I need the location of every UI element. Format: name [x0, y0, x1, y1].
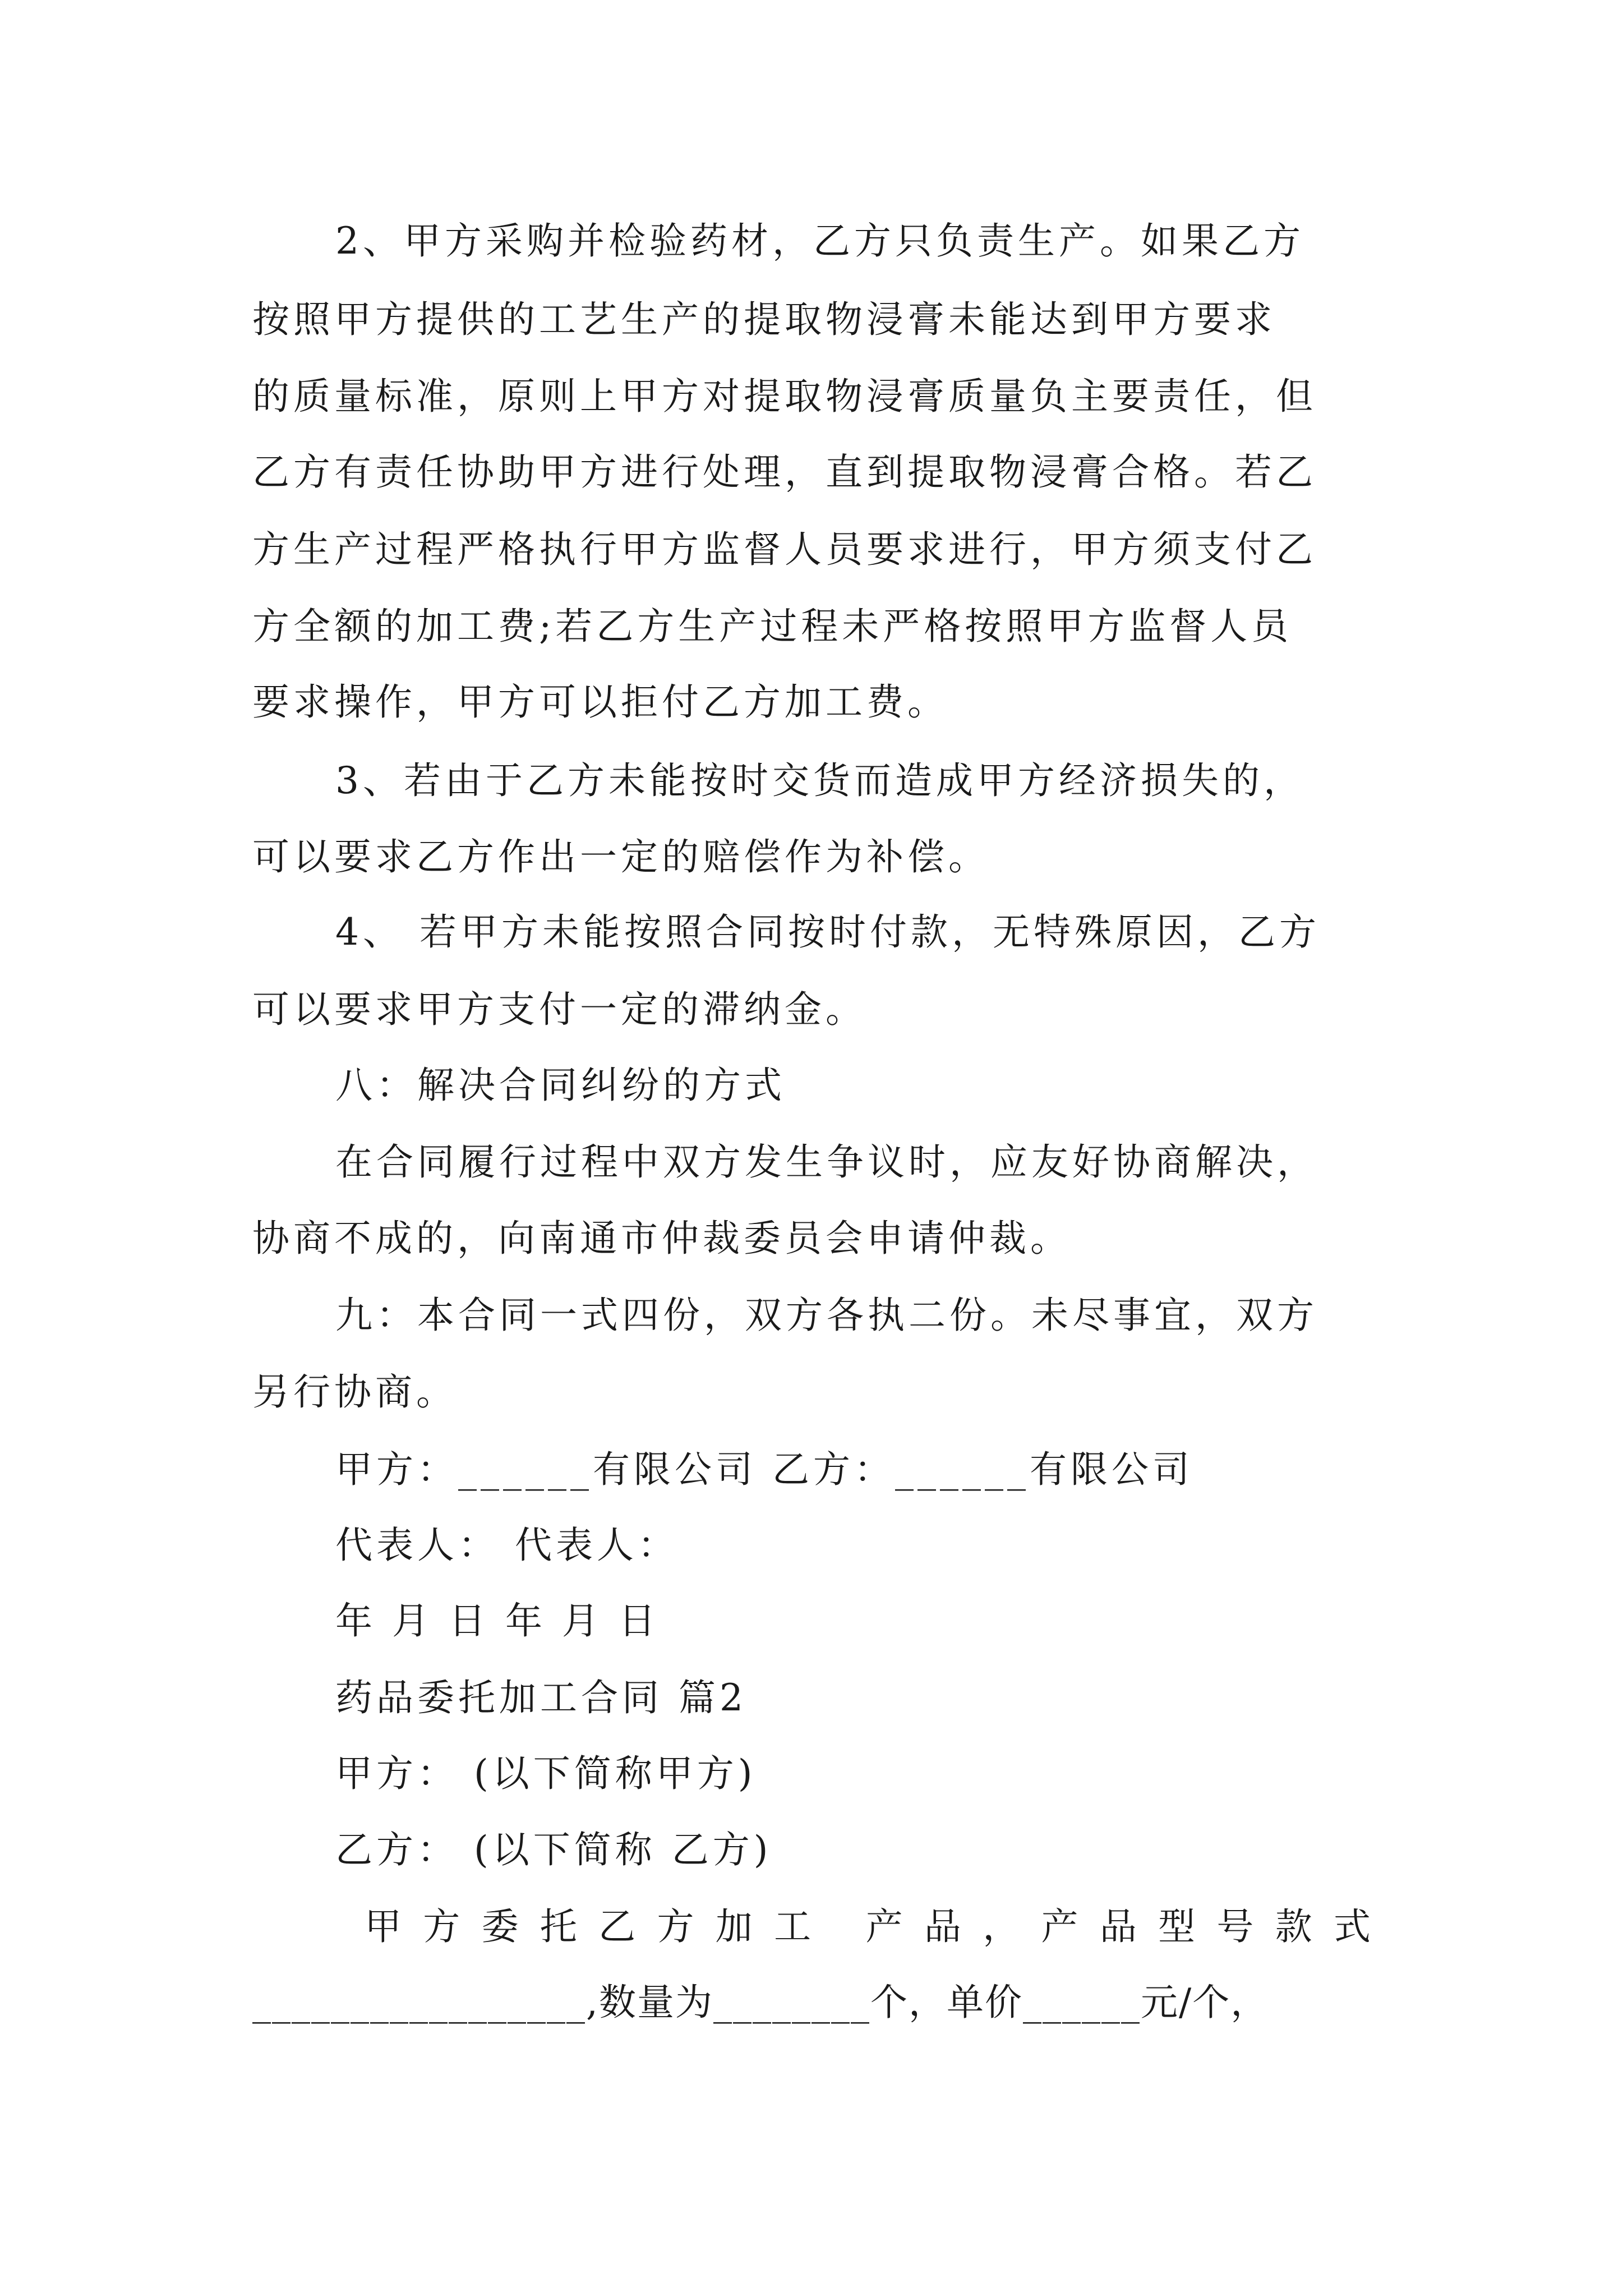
contract-title: 药品委托加工合同 篇2	[335, 1676, 747, 1719]
signature-party-line: 甲方：______有限公司 乙方：______有限公司	[335, 1448, 1193, 1491]
text-line: 3、若由于乙方未能按时交货而造成甲方经济损失的，	[335, 759, 1304, 802]
text-line: 另行协商。	[252, 1370, 457, 1414]
text-line: 2、甲方采购并检验药材，乙方只负责生产。如果乙方	[335, 219, 1304, 263]
party-a-line: 甲方： (以下简称甲方)	[335, 1752, 757, 1795]
text-line: 九：本合同一式四份，双方各执二份。未尽事宜，双方	[335, 1294, 1318, 1337]
text-line: 在合同履行过程中双方发生争议时，应友好协商解决，	[335, 1140, 1318, 1184]
text-line: 方全额的加工费;若乙方生产过程未严格按照甲方监督人员	[252, 605, 1293, 648]
text-line: 协商不成的，向南通市仲裁委员会申请仲裁。	[252, 1217, 1071, 1260]
section-heading: 八：解决合同纠纷的方式	[335, 1064, 786, 1107]
text-line: 要求操作，甲方可以拒付乙方加工费。	[252, 680, 948, 724]
text-line: 方生产过程严格执行甲方监督人员要求进行，甲方须支付乙	[252, 528, 1317, 571]
text-line: 可以要求乙方作出一定的赔偿作为补偿。	[252, 835, 989, 878]
representative-line: 代表人： 代表人：	[335, 1524, 679, 1567]
text-line: 甲方委托乙方加工 产品，产品型号款式	[365, 1905, 1371, 1948]
text-line: 按照甲方提供的工艺生产的提取物浸膏未能达到甲方要求	[252, 298, 1276, 341]
text-line: _________________,数量为________个，单价______元/个，	[252, 1981, 1269, 2024]
text-line: 乙方有责任协助甲方进行处理，直到提取物浸膏合格。若乙	[252, 450, 1317, 494]
date-line: 年 月 日 年 月 日	[335, 1599, 660, 1642]
text-line: 的质量标准，原则上甲方对提取物浸膏质量负主要责任，但	[252, 375, 1317, 418]
text-line: 4、 若甲方未能按照合同按时付款，无特殊原因，乙方	[335, 910, 1320, 954]
text-line: 可以要求甲方支付一定的滞纳金。	[252, 988, 866, 1031]
party-b-line: 乙方： (以下简称 乙方)	[335, 1828, 772, 1871]
